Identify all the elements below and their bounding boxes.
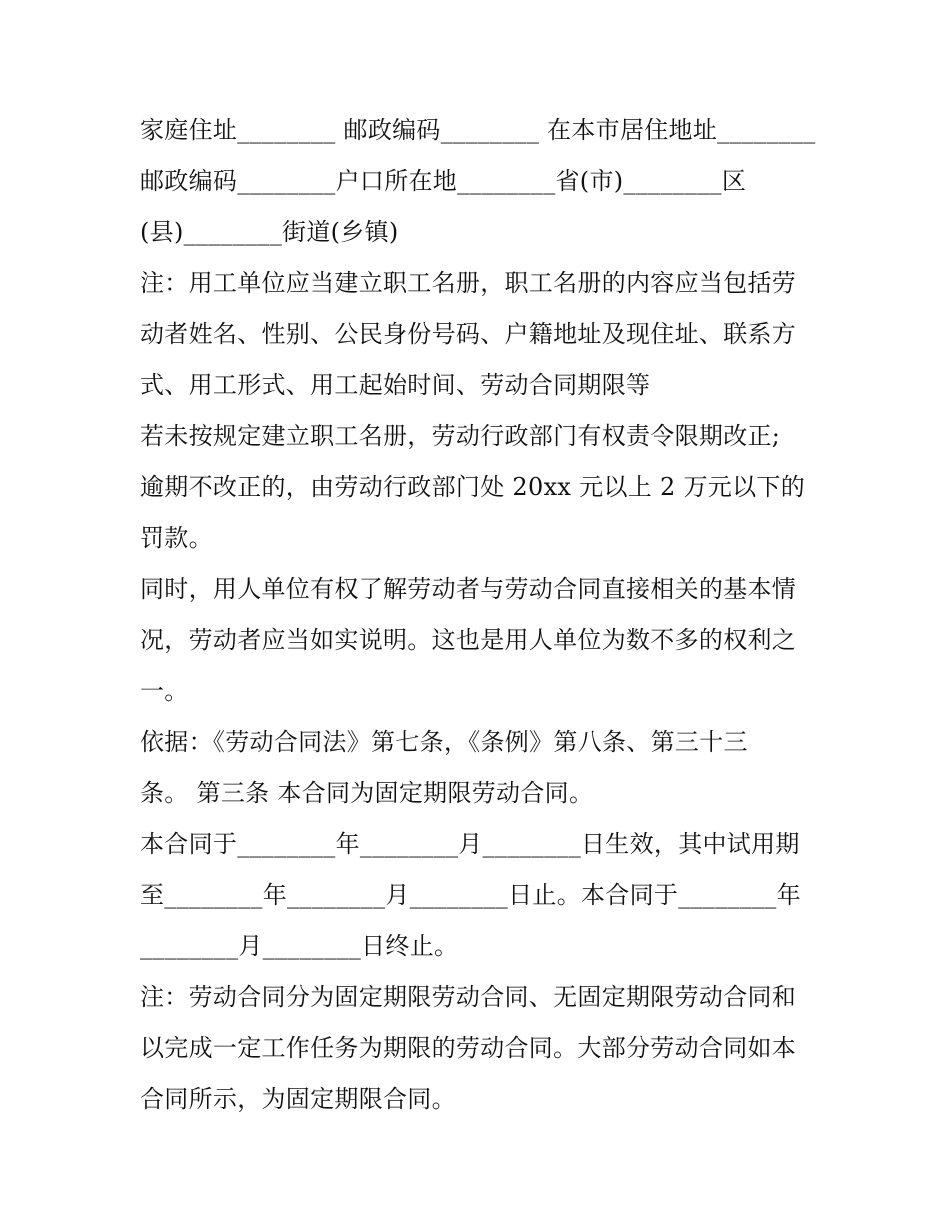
text-line-basis-2: 条。 第三条 本合同为固定期限劳动合同。 <box>140 779 594 807</box>
text-line-employer-right-1: 同时，用人单位有权了解劳动者与劳动合同直接相关的基本情 <box>140 575 797 603</box>
document-body <box>140 105 820 1125</box>
text-line-basis-1: 依据：《劳动合同法》第七条，《条例》第八条、第三十三 <box>140 728 748 756</box>
text-line-employer-right-2: 况，劳动者应当如实说明。这也是用人单位为数不多的权利之 <box>140 626 797 654</box>
text-line-penalty-2: 逾期不改正的，由劳动行政部门处 20xx 元以上 2 万元以下的 <box>140 473 805 501</box>
text-line-effective-date: 本合同于________年________月________日生效，其中试用期 <box>140 830 800 858</box>
text-line-employer-right-3: 一。 <box>140 677 189 705</box>
text-line-postcode-hukou: 邮政编码________户口所在地________省(市)________区 <box>140 167 747 195</box>
text-line-probation-end: 至________年________月________日止。本合同于________年 <box>140 881 801 909</box>
text-line-contract-types-2: 以完成一定工作任务为期限的劳动合同。大部分劳动合同如本 <box>140 1034 797 1062</box>
text-line-note-register-2: 动者姓名、性别、公民身份号码、户籍地址及现住址、联系方 <box>140 320 797 348</box>
text-line-penalty-1: 若未按规定建立职工名册，劳动行政部门有权责令限期改正; <box>140 422 781 450</box>
text-line-note-register-1: 注：用工单位应当建立职工名册，职工名册的内容应当包括劳 <box>140 269 797 297</box>
text-line-address: 家庭住址________ 邮政编码________ 在本市居住地址________ <box>140 116 816 144</box>
text-line-note-register-3: 式、用工形式、用工起始时间、劳动合同期限等 <box>140 371 651 399</box>
text-line-penalty-3: 罚款。 <box>140 524 213 552</box>
text-line-termination-date: ________月________日终止。 <box>140 932 459 960</box>
text-line-contract-types-3: 合同所示，为固定期限合同。 <box>140 1085 456 1113</box>
text-line-county-street: (县)________街道(乡镇) <box>140 218 399 246</box>
text-line-contract-types-1: 注：劳动合同分为固定期限劳动合同、无固定期限劳动合同和 <box>140 983 797 1011</box>
